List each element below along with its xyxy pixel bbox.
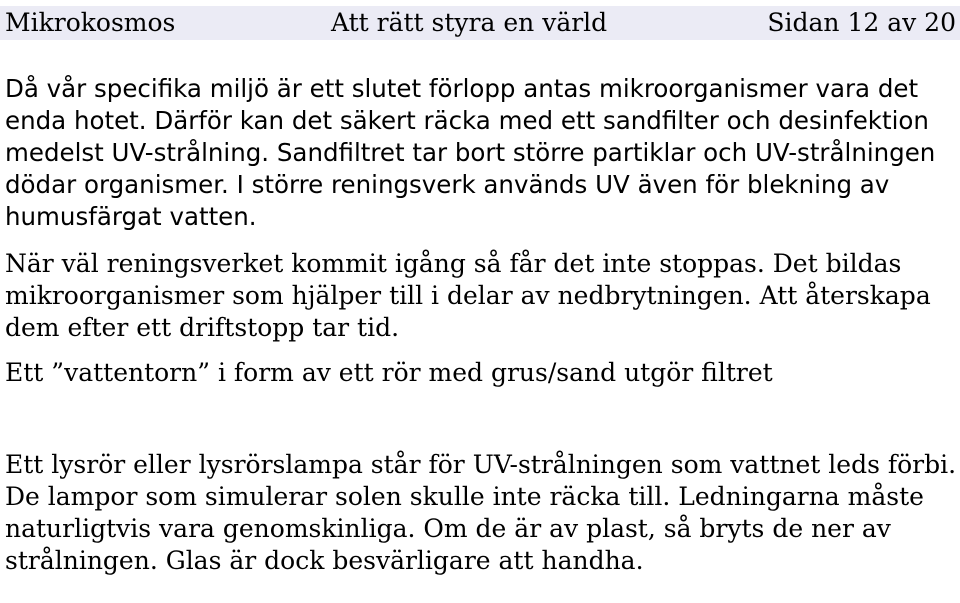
paragraph-2: När väl reningsverket kommit igång så får det inte stoppas. Det bildas mikroorganismer som hjälper till i delar av nedbrytningen. Att återskapa dem efter ett driftstopp tar tid. xyxy=(5,249,931,342)
chapter-title: Att rätt styra en värld xyxy=(331,8,608,37)
page-header xyxy=(0,6,960,40)
paragraph-3: Ett ”vattentorn” i form av ett rör med grus/sand utgör filtret xyxy=(5,358,773,387)
paragraph-1: Då vår specifika miljö är ett slutet förlopp antas mikroorganismer vara det enda hotet. Därför kan det säkert räcka med ett sandfilter och desinfektion medelst UV-strålning. Sandfiltret tar bort större partiklar och UV-strålningen dödar organismer. I större reningsverk används UV även för blekning av humusfärgat vatten. xyxy=(5,74,936,231)
page-number: Sidan 12 av 20 xyxy=(767,8,956,37)
document-title: Mikrokosmos xyxy=(5,8,176,37)
paragraph-4: Ett lysrör eller lysrörslampa står för UV-strålningen som vattnet leds förbi. De lampor som simulerar solen skulle inte räcka till. Ledningarna måste naturligtvis vara genomskinliga. Om de är av plast, så bryts de ner av strålningen. Glas är dock besvärligare att handha. xyxy=(5,450,957,575)
